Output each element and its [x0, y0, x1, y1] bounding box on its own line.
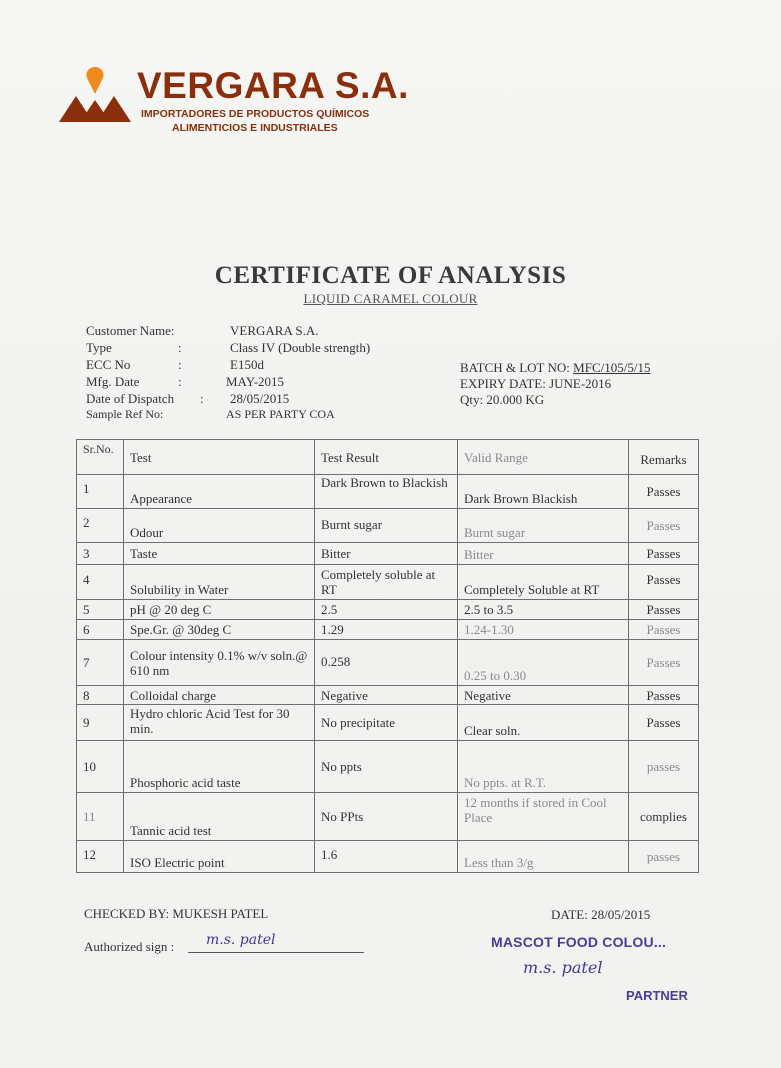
company-logo-icon — [58, 64, 132, 124]
cell-sr: 5 — [77, 600, 124, 620]
cell-remarks: passes — [629, 841, 699, 873]
cell-remarks: Passes — [629, 640, 699, 686]
cell-remarks: Passes — [629, 705, 699, 741]
stamp-role: PARTNER — [626, 988, 688, 1003]
table-row — [77, 509, 699, 543]
customer-value: VERGARA S.A. — [230, 323, 319, 338]
cell-test: Phosphoric acid taste — [124, 741, 315, 793]
cell-result: Negative — [315, 686, 458, 705]
type-value: Class IV (Double strength) — [230, 340, 371, 355]
dispatch-value: 28/05/2015 — [230, 391, 290, 406]
cell-sr: 3 — [77, 543, 124, 565]
mfg-label: Mfg. Date — [86, 374, 140, 389]
cell-result: Bitter — [315, 543, 458, 565]
sample-label: Sample Ref No: — [86, 407, 164, 421]
cell-range: Burnt sugar — [458, 509, 629, 543]
cell-range: 12 months if stored in Cool Place — [458, 793, 629, 841]
table-row — [77, 600, 699, 620]
table-row — [77, 705, 699, 741]
cell-test: Tannic acid test — [124, 793, 315, 841]
checked-by: CHECKED BY: MUKESH PATEL — [84, 906, 269, 921]
cell-test: Colloidal charge — [124, 686, 315, 705]
header-sr: Sr.No. — [77, 440, 124, 475]
table-row — [77, 543, 699, 565]
cell-sr: 6 — [77, 620, 124, 640]
cell-remarks: Passes — [629, 565, 699, 600]
stamp-company: MASCOT FOOD COLOU... — [491, 934, 667, 950]
cell-remarks: complies — [629, 793, 699, 841]
cell-range: 1.24-1.30 — [458, 620, 629, 640]
table-row — [77, 841, 699, 873]
cell-result: No precipitate — [315, 705, 458, 741]
cell-result: 1.29 — [315, 620, 458, 640]
table-row — [77, 565, 699, 600]
batch-label: BATCH & LOT NO: — [460, 360, 574, 375]
quantity: Qty: 20.000 KG — [460, 392, 545, 407]
cell-range: 2.5 to 3.5 — [458, 600, 629, 620]
document-title: CERTIFICATE OF ANALYSIS — [214, 262, 567, 289]
cell-result: Dark Brown to Blackish — [315, 475, 458, 509]
cell-sr: 4 — [77, 565, 124, 600]
table-row — [77, 741, 699, 793]
cell-range: No ppts. at R.T. — [458, 741, 629, 793]
cell-range: 0.25 to 0.30 — [458, 640, 629, 686]
stamp-signature: m.s. patel — [523, 958, 603, 977]
cell-remarks: Passes — [629, 600, 699, 620]
dispatch-colon: : — [200, 391, 204, 406]
cell-sr: 10 — [77, 741, 124, 793]
customer-label: Customer Name: — [86, 323, 175, 338]
cell-result: 0.258 — [315, 640, 458, 686]
cell-result: No ppts — [315, 741, 458, 793]
cell-range: Clear soln. — [458, 705, 629, 741]
table-row — [77, 686, 699, 705]
authorized-sign-label: Authorized sign : — [84, 939, 175, 954]
cell-remarks: Passes — [629, 686, 699, 705]
analysis-table — [76, 439, 699, 873]
table-row — [77, 793, 699, 841]
cell-sr: 1 — [77, 475, 124, 509]
header-remarks: Remarks — [629, 440, 699, 475]
cell-remarks: Passes — [629, 543, 699, 565]
cell-range: Completely Soluble at RT — [458, 565, 629, 600]
sample-value: AS PER PARTY COA — [226, 407, 335, 421]
cell-test: Taste — [124, 543, 315, 565]
cell-remarks: passes — [629, 741, 699, 793]
header-range: Valid Range — [458, 440, 629, 475]
mfg-colon: : — [178, 374, 182, 389]
company-tagline-2: ALIMENTICIOS E INDUSTRIALES — [172, 122, 338, 134]
document-subtitle: LIQUID CARAMEL COLOUR — [303, 291, 478, 306]
cell-test: Appearance — [124, 475, 315, 509]
cell-result: 1.6 — [315, 841, 458, 873]
cell-range: Bitter — [458, 543, 629, 565]
ecc-colon: : — [178, 357, 182, 372]
cell-result: Completely soluble at RT — [315, 565, 458, 600]
signature-line — [188, 952, 364, 953]
cell-sr: 12 — [77, 841, 124, 873]
cell-range: Negative — [458, 686, 629, 705]
cell-range: Dark Brown Blackish — [458, 475, 629, 509]
table-row — [77, 475, 699, 509]
expiry-date: EXPIRY DATE: JUNE-2016 — [460, 376, 612, 391]
cell-result: No PPts — [315, 793, 458, 841]
cell-sr: 8 — [77, 686, 124, 705]
batch-line — [460, 360, 650, 376]
cell-sr: 11 — [77, 793, 124, 841]
ecc-label: ECC No — [86, 357, 131, 372]
cell-test: pH @ 20 deg C — [124, 600, 315, 620]
cell-remarks: Passes — [629, 475, 699, 509]
type-colon: : — [178, 340, 182, 355]
cell-test: Odour — [124, 509, 315, 543]
cell-test: Hydro chloric Acid Test for 30 min. — [124, 705, 315, 741]
table-header-row — [77, 440, 699, 475]
header-result: Test Result — [315, 440, 458, 475]
company-tagline-1: IMPORTADORES DE PRODUCTOS QUÍMICOS — [141, 108, 370, 120]
cell-test: Spe.Gr. @ 30deg C — [124, 620, 315, 640]
cell-range: Less than 3/g — [458, 841, 629, 873]
cell-result: 2.5 — [315, 600, 458, 620]
batch-value: MFC/105/5/15 — [573, 360, 651, 375]
cell-sr: 9 — [77, 705, 124, 741]
cell-sr: 2 — [77, 509, 124, 543]
mfg-value: MAY-2015 — [226, 374, 285, 389]
type-label: Type — [86, 340, 112, 355]
table-row — [77, 640, 699, 686]
dispatch-label: Date of Dispatch — [86, 391, 175, 406]
table-row — [77, 620, 699, 640]
cell-result: Burnt sugar — [315, 509, 458, 543]
company-name: VERGARA S.A. — [137, 65, 409, 106]
ecc-value: E150d — [230, 357, 264, 372]
cell-test: ISO Electric point — [124, 841, 315, 873]
cell-test: Colour intensity 0.1% w/v soln.@ 610 nm — [124, 640, 315, 686]
cell-sr: 7 — [77, 640, 124, 686]
cell-remarks: Passes — [629, 620, 699, 640]
cell-test: Solubility in Water — [124, 565, 315, 600]
footer-date: DATE: 28/05/2015 — [551, 907, 651, 922]
header-test: Test — [124, 440, 315, 475]
authorized-signature: m.s. patel — [206, 932, 276, 948]
cell-remarks: Passes — [629, 509, 699, 543]
